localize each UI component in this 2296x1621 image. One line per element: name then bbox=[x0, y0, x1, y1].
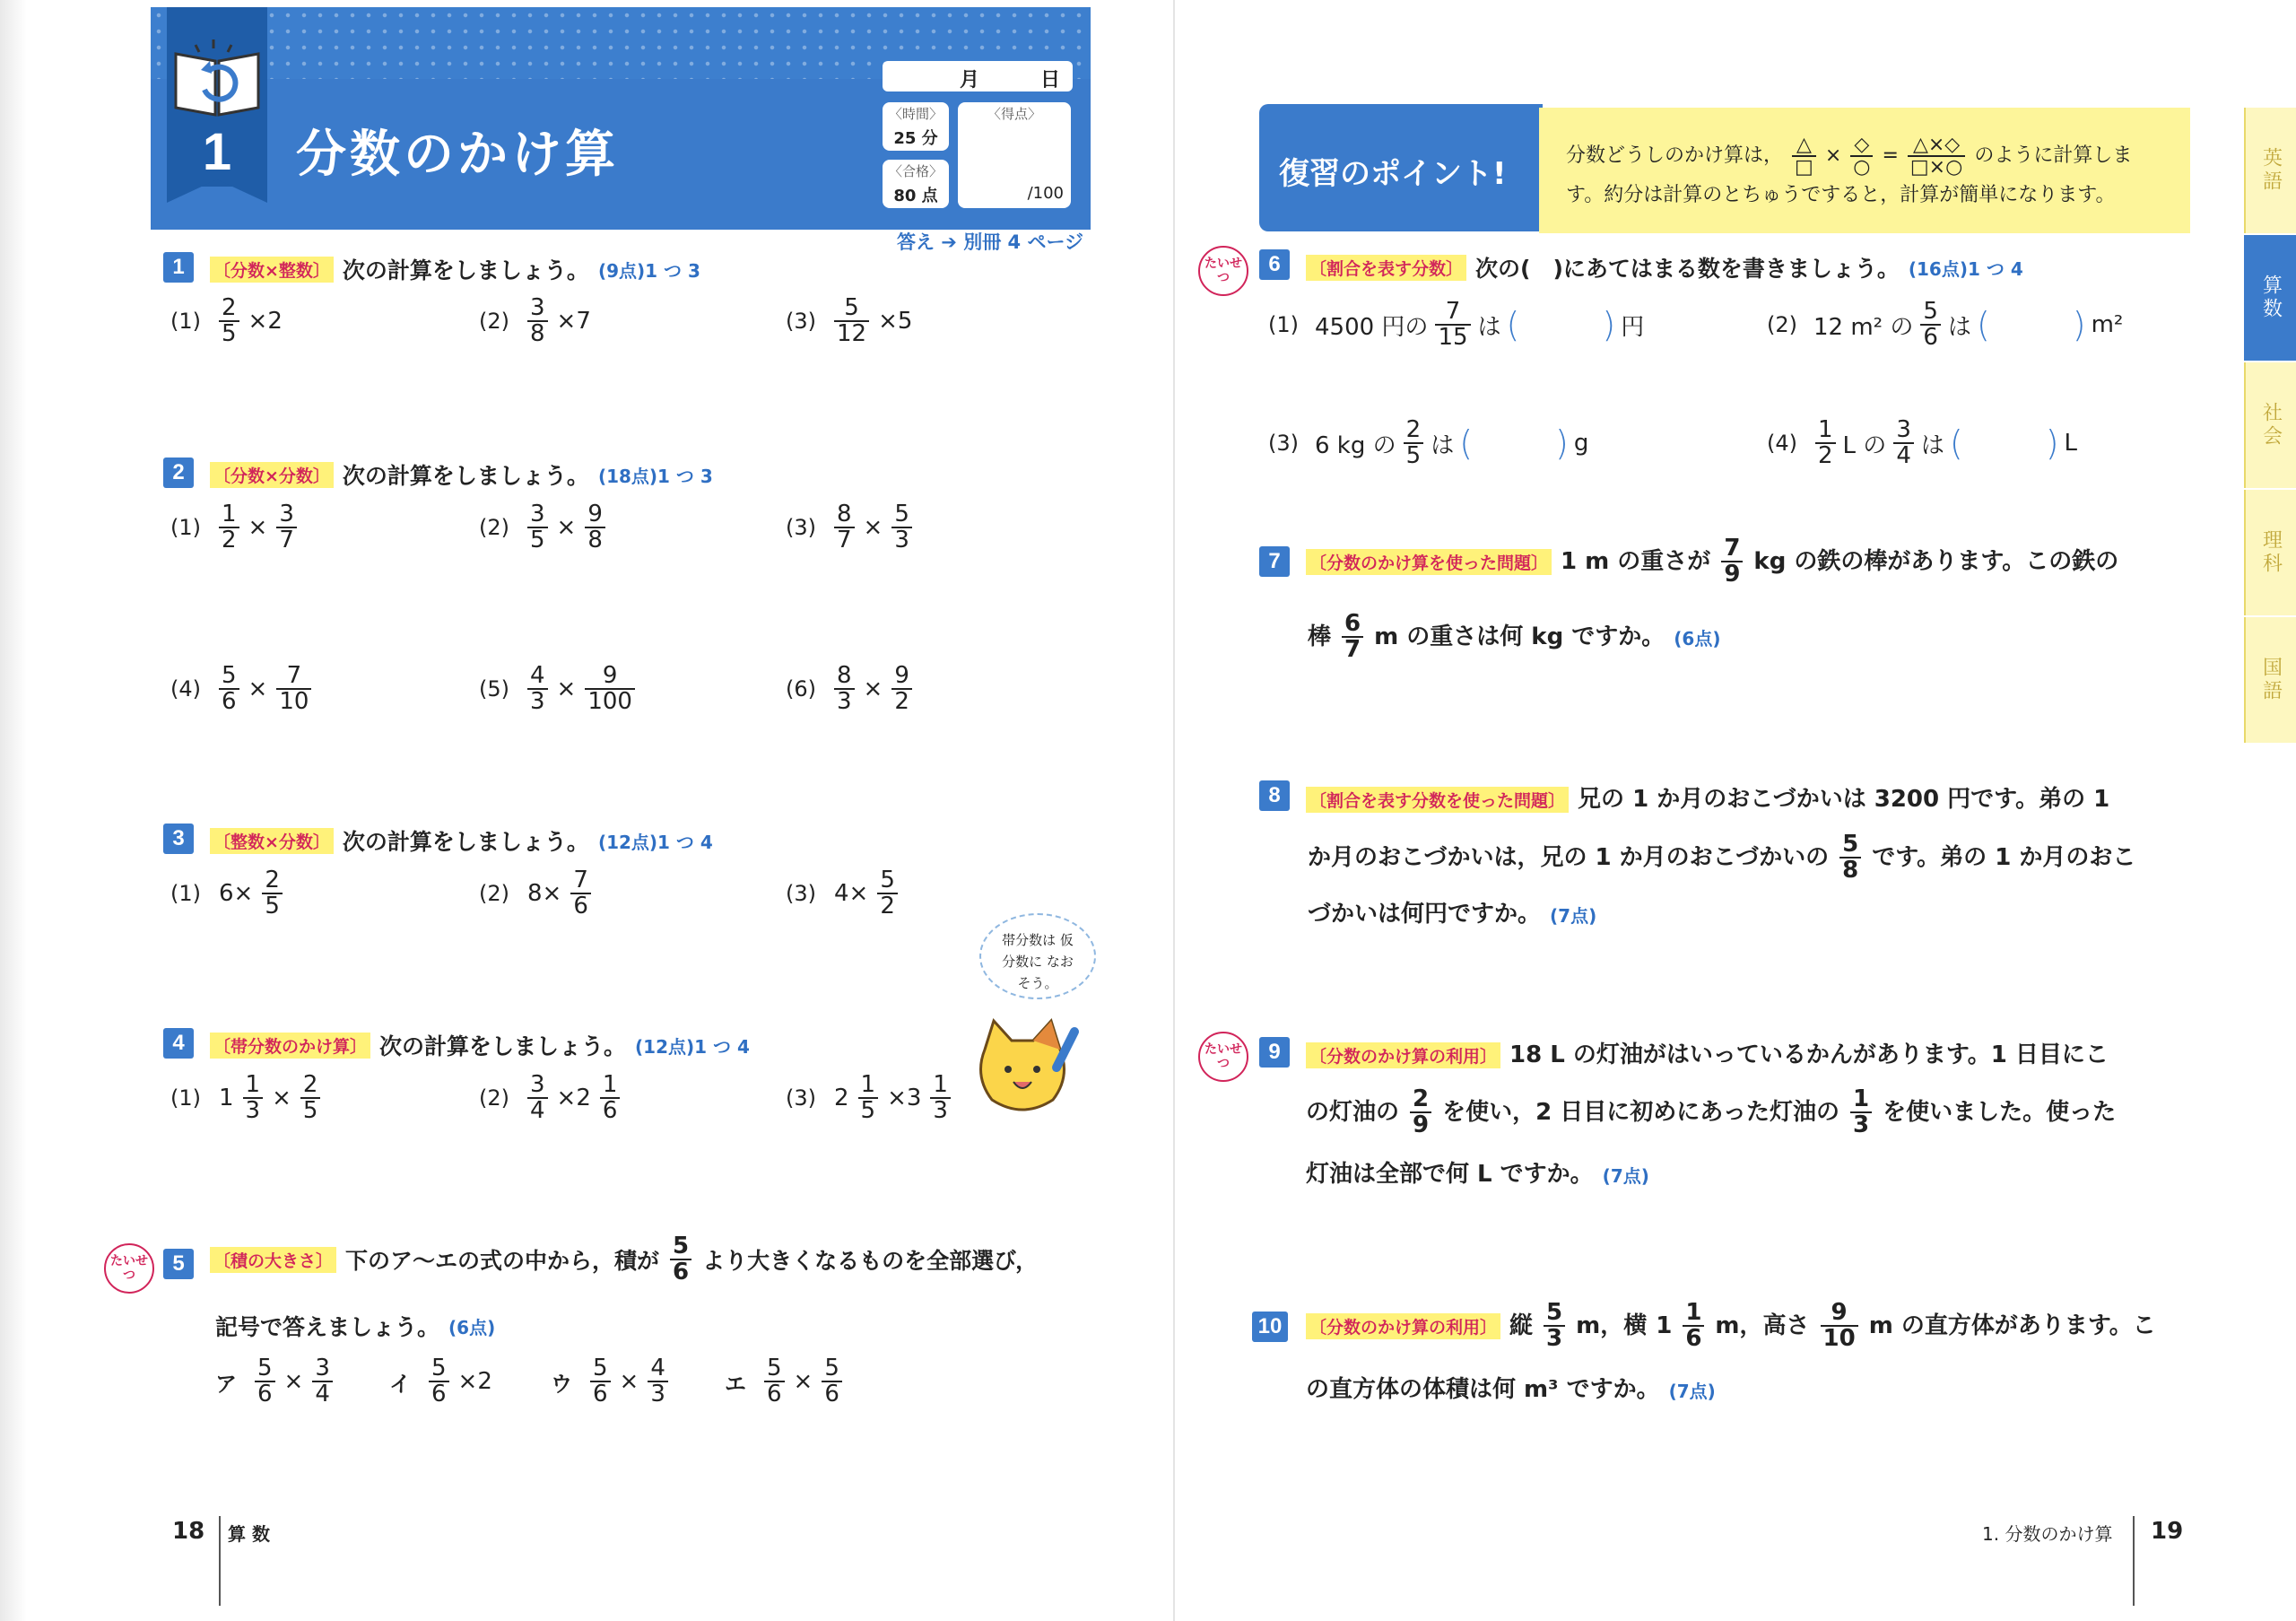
page-number-left: 18 bbox=[172, 1518, 205, 1545]
review-title: 復習のポイント! bbox=[1279, 156, 1507, 192]
answer-reference: 答え ➔ 別冊 4 ページ bbox=[897, 231, 1084, 253]
footer-rule bbox=[219, 1516, 221, 1606]
hint-bubble: 帯分数は 仮分数に なおそう。 bbox=[979, 913, 1096, 999]
problem-2-4: (4) $\frac{5}{6}$ × $\frac{7}{10}$ bbox=[170, 664, 313, 715]
tab-social[interactable]: 社会 bbox=[2244, 362, 2296, 488]
question-text-cont: の直方体の体積は何 m³ ですか。 (7点) bbox=[1306, 1376, 1716, 1403]
question-points: (12点)1 つ 4 bbox=[635, 1035, 750, 1058]
question-number: 8 bbox=[1259, 780, 1290, 811]
problem-6-3: (3) 6 kg の 2 5 は ( ) g bbox=[1268, 416, 1589, 470]
time-box bbox=[883, 102, 949, 151]
score-box bbox=[879, 102, 1074, 214]
review-line2: す。約分は計算のとちゅうですると，計算が簡単になります。 bbox=[1566, 184, 2116, 207]
problem-6-4: (4) 1 2 L の 3 4 は ( ) L bbox=[1767, 416, 2078, 470]
question-tag: 〔分数のかけ算の利用〕 bbox=[1306, 1313, 1500, 1339]
pass-label: 〈合格〉 bbox=[888, 163, 943, 179]
pass-value: 80 点 bbox=[893, 187, 938, 205]
problem-2-1: (1) $\frac{1}{2}$ × $\frac{3}{7}$ bbox=[170, 502, 299, 553]
problem-6-2: (2) 12 m² の 5 6 は ( ) m² bbox=[1767, 298, 2124, 352]
problem-2-5: (5) $\frac{4}{3}$ × $\frac{9}{100}$ bbox=[479, 664, 637, 715]
question-text-cont: づかいは何円ですか。 (7点) bbox=[1308, 901, 1597, 928]
important-badge: たいせつ bbox=[1198, 246, 1248, 296]
question-tag: 〔割合を表す分数〕 bbox=[1306, 255, 1466, 281]
score-field[interactable] bbox=[958, 102, 1071, 208]
footer-subject: 算 数 bbox=[228, 1523, 270, 1545]
question-tag: 〔整数×分数〕 bbox=[210, 828, 334, 854]
question-tag: 〔帯分数のかけ算〕 bbox=[210, 1033, 370, 1059]
question-points: (18点)1 つ 3 bbox=[597, 465, 713, 487]
page-edge-shadow bbox=[0, 0, 27, 1621]
problem-2-6: (6) $\frac{8}{3}$ × $\frac{9}{2}$ bbox=[786, 664, 914, 715]
question-text: 次の計算をしましょう。 bbox=[342, 257, 589, 283]
page-number-right: 19 bbox=[2151, 1518, 2184, 1545]
day-label: 日 bbox=[1040, 69, 1061, 92]
question-header bbox=[1306, 251, 2023, 283]
question-points: (12点)1 つ 4 bbox=[597, 831, 713, 853]
page-title: 分数のかけ算 bbox=[296, 126, 619, 184]
tab-japanese[interactable]: 国語 bbox=[2244, 617, 2296, 743]
question-text-cont: か月のおこづかいは，兄の 1 か月のおこづかいの 5 8 です。弟の 1 か月のおこ bbox=[1308, 831, 2136, 885]
question-header: 〔積の大きさ〕 下のア〜エの式の中から，積が 5 6 より大きくなるものを全部選び， bbox=[210, 1234, 1038, 1285]
question-text: 次の( )にあてはまる数を書きましょう。 bbox=[1475, 256, 1900, 282]
problem-2-2: (2) $\frac{3}{5}$ × $\frac{9}{8}$ bbox=[479, 502, 607, 553]
problem-4-2: (2) $\frac{3}{4}$ ×2 1 6 bbox=[479, 1073, 622, 1124]
score-max: /100 bbox=[1027, 184, 1064, 203]
question-header: 〔分数のかけ算の利用〕 縦 5 3 m，横 1 1 6 m，高さ 9 10 m の直方体があります。こ bbox=[1306, 1301, 2156, 1352]
problem-1-3: (3) $\frac{5}{12}$ ×5 bbox=[786, 294, 913, 348]
question-number: 10 bbox=[1252, 1312, 1288, 1342]
month-label: 月 bbox=[960, 69, 980, 92]
footer-chapter-title: 1. 分数のかけ算 bbox=[1982, 1523, 2113, 1545]
problem-4-3: (3) 2 $\frac{1}{5}$ ×3 1 3 bbox=[786, 1073, 952, 1124]
time-label: 〈時間〉 bbox=[888, 106, 943, 122]
question-text: より大きくなるものを全部選び， bbox=[702, 1248, 1039, 1275]
unit-ribbon-tail bbox=[167, 179, 267, 203]
problem-3-2: (2) 8× $\frac{7}{6}$ bbox=[479, 868, 593, 919]
choice-i: イ $\frac{5}{6}$ ×2 bbox=[389, 1355, 492, 1408]
problem-1-2: (2) $\frac{3}{8}$ ×7 bbox=[479, 294, 591, 348]
question-text-cont: の灯油の 2 9 を使い，2 日目に初めにあった灯油の 1 3 を使いました。使った bbox=[1306, 1085, 2117, 1139]
important-badge: たいせつ bbox=[104, 1243, 154, 1294]
question-tag: 〔分数×分数〕 bbox=[210, 462, 334, 488]
question-text: 次の計算をしましょう。 bbox=[342, 463, 589, 489]
question-text-cont: 棒 6 7 m の重さは何 kg ですか。 (6点) bbox=[1308, 610, 1721, 664]
problem-3-1: (1) 6× $\frac{2}{5}$ bbox=[170, 868, 284, 919]
question-tag: 〔分数×整数〕 bbox=[210, 257, 334, 283]
pass-box bbox=[883, 160, 949, 208]
choice-a: ア $\frac{5}{6}$ × $\frac{3}{4}$ bbox=[215, 1356, 335, 1407]
question-points: (9点)1 つ 3 bbox=[597, 259, 700, 282]
problem-4-1: (1) 1 $\frac{1}{3}$ × $\frac{2}{5}$ bbox=[170, 1073, 322, 1124]
choice-e: エ $\frac{5}{6}$ × $\frac{5}{6}$ bbox=[725, 1356, 844, 1407]
question-number: 9 bbox=[1259, 1037, 1290, 1068]
problem-6-1: (1) 4500 円の 7 15 は ( ) 円 bbox=[1268, 298, 1645, 352]
footer-rule bbox=[2133, 1516, 2135, 1606]
question-points: (16点)1 つ 4 bbox=[1908, 257, 2023, 280]
question-header-cont: 記号で答えましょう。 (6点) bbox=[215, 1314, 496, 1340]
question-number: 3 bbox=[163, 824, 194, 854]
question-header bbox=[210, 253, 700, 285]
question-text-cont: 灯油は全部で何 L ですか。 (7点) bbox=[1306, 1161, 1649, 1188]
question-number: 1 bbox=[163, 252, 194, 283]
date-box[interactable] bbox=[883, 61, 1073, 92]
score-label: 〈得点〉 bbox=[987, 106, 1041, 122]
unit-number: 1 bbox=[202, 123, 232, 181]
question-text: 下のア〜エの式の中から，積が bbox=[345, 1248, 660, 1275]
question-number: 6 bbox=[1259, 249, 1290, 280]
important-badge: たいせつ bbox=[1198, 1032, 1248, 1082]
problem-3-3: (3) 4× $\frac{5}{2}$ bbox=[786, 868, 900, 919]
cat-mascot-icon bbox=[960, 1014, 1085, 1130]
review-note: 分数どうしのかけ算は， △ □ × ◇ ○ = △×◇ □×○ のように計算しま す。約分は計算のとちゅうですると，計算が簡単になります。 bbox=[1539, 108, 2190, 233]
question-tag: 〔積の大きさ〕 bbox=[210, 1247, 336, 1273]
review-book-icon bbox=[169, 36, 265, 122]
question-header bbox=[210, 458, 713, 491]
page-divider bbox=[1173, 0, 1175, 1621]
question-header bbox=[210, 1029, 750, 1061]
question-tag: 〔割合を表す分数を使った問題〕 bbox=[1306, 787, 1569, 813]
choice-u: ウ $\frac{5}{6}$ × $\frac{4}{3}$ bbox=[551, 1356, 670, 1407]
question-header bbox=[210, 824, 713, 857]
question-tag: 〔分数のかけ算を使った問題〕 bbox=[1306, 549, 1552, 575]
question-header: 〔割合を表す分数を使った問題〕 兄の 1 か月のおこづかいは 3200 円です。弟の 1 bbox=[1306, 782, 2109, 817]
time-value: 25 分 bbox=[893, 129, 938, 148]
tab-english[interactable]: 英語 bbox=[2244, 108, 2296, 233]
problem-2-3: (3) $\frac{8}{7}$ × $\frac{5}{3}$ bbox=[786, 502, 914, 553]
problem-1-1: (1) $\frac{2}{5}$ ×2 bbox=[170, 294, 283, 348]
question-number: 7 bbox=[1259, 546, 1290, 577]
question-text: 次の計算をしましょう。 bbox=[379, 1033, 627, 1059]
question-number: 5 bbox=[163, 1249, 194, 1279]
question-number: 4 bbox=[163, 1028, 194, 1059]
question-text: 次の計算をしましょう。 bbox=[342, 829, 589, 855]
question-tag: 〔分数のかけ算の利用〕 bbox=[1306, 1042, 1500, 1068]
tab-science[interactable]: 理科 bbox=[2244, 490, 2296, 615]
tab-math[interactable]: 算数 bbox=[2244, 235, 2296, 361]
question-header: 〔分数のかけ算を使った問題〕 1 m の重さが 7 9 kg の鉄の棒があります。この鉄の bbox=[1306, 536, 2118, 588]
question-number: 2 bbox=[163, 458, 194, 488]
question-header: 〔分数のかけ算の利用〕 18 L の灯油がはいっているかんがあります。1 日目にこ bbox=[1306, 1038, 2109, 1073]
